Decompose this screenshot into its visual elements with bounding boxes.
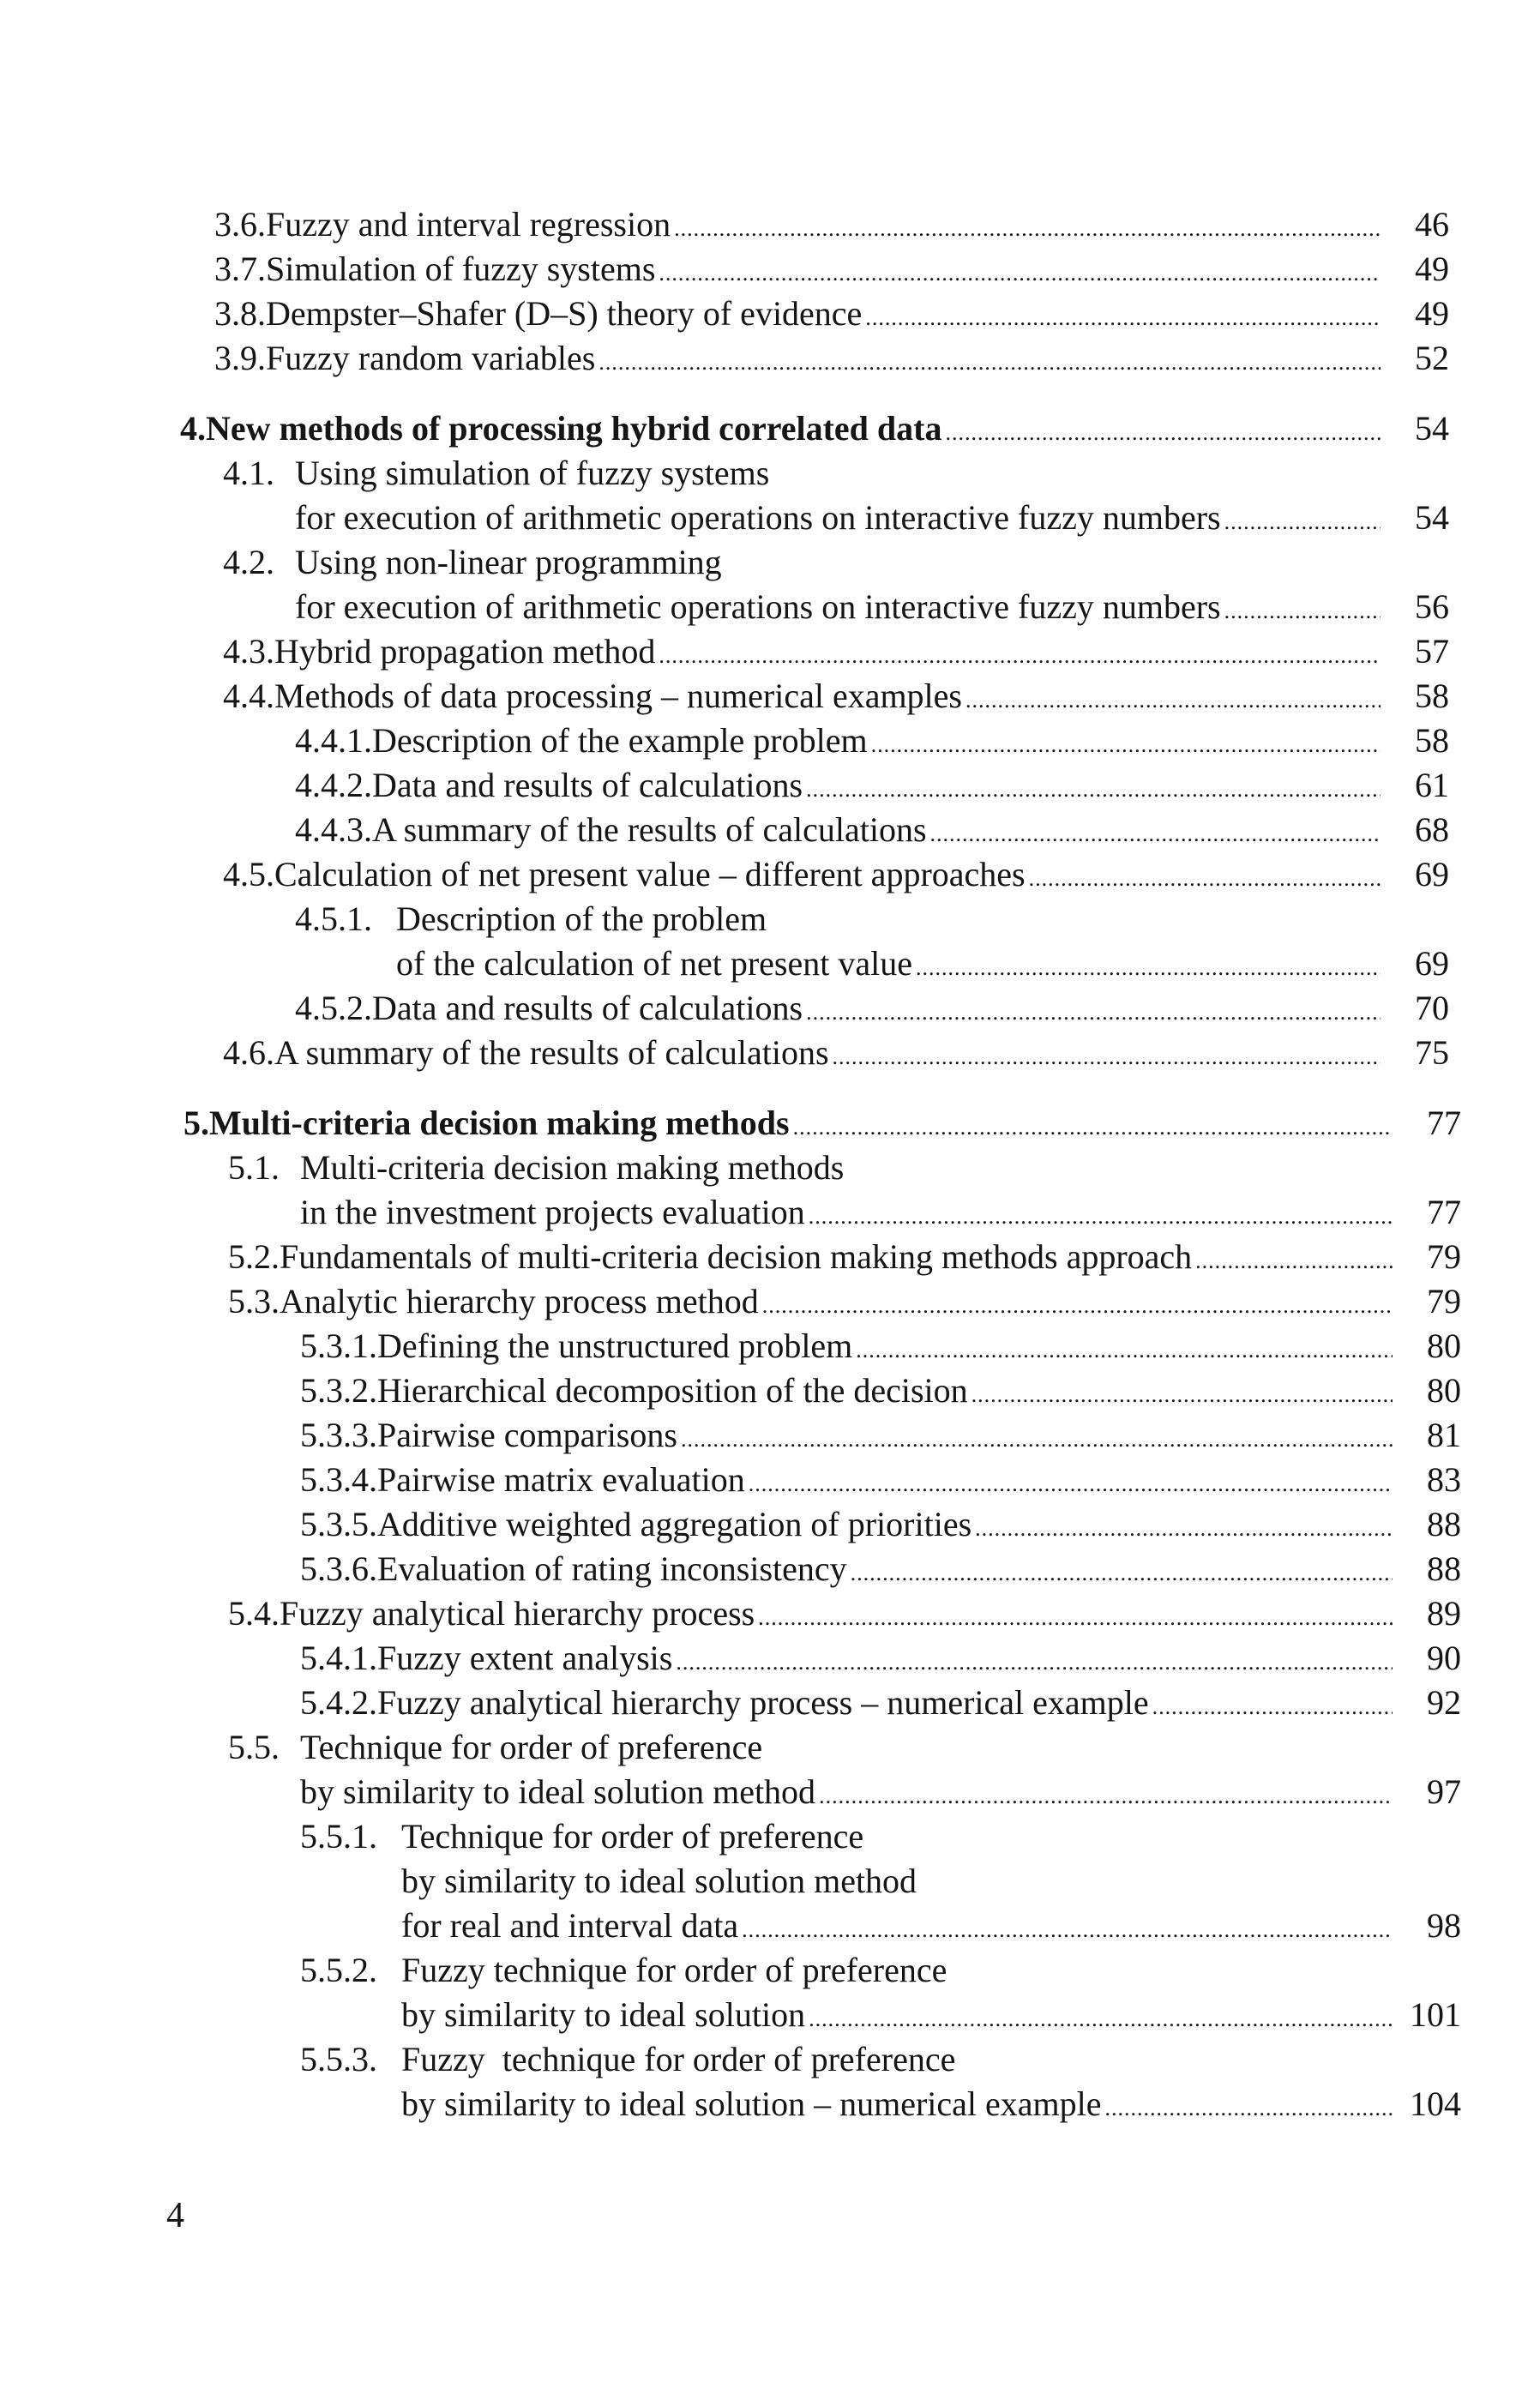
entry-title: Fuzzy technique for order of preference [401,1951,947,1989]
toc-entry [228,1279,1461,1324]
entry-number: 4.3. [223,632,274,671]
dot-leader [793,1105,1393,1150]
dot-leader [833,1035,1381,1080]
entry-title: Dempster–Shafer (D–S) theory of evidence [266,294,863,333]
entry-number: 5.5.3. [300,2040,377,2078]
entry-page: 90 [1427,1639,1461,1677]
entry-title: Fuzzy random variables [266,339,596,377]
entry-number: 3.6. [214,205,266,244]
toc-entry-line2 [295,585,1449,629]
entry-page: 92 [1427,1683,1461,1722]
toc-subentry-line1 [300,1814,863,1859]
toc-subentry [300,1502,1461,1547]
dot-leader [762,1284,1393,1328]
entry-title: Calculation of net present value – different approaches [274,855,1026,893]
entry-number: 3.9. [214,339,266,377]
entry-title-continued: for execution of arithmetic operations on interactive fuzzy numbers [295,587,1221,626]
entry-page: 88 [1427,1505,1461,1543]
entry-title: Using simulation of fuzzy systems [295,454,770,492]
entry-page: 79 [1427,1282,1461,1320]
toc-entry [214,336,1449,381]
toc-entry [228,1235,1461,1279]
entry-title: Using non-linear programming [295,543,722,581]
entry-number: 5.1. [228,1148,280,1187]
entry-title: Methods of data processing – numerical examples [274,677,962,715]
entry-title: Defining the unstructured problem [377,1326,853,1365]
toc-subentry [300,1324,1461,1368]
entry-title: Pairwise matrix evaluation [377,1460,745,1499]
entry-number: 3.7. [214,250,266,288]
toc-subentry-line2 [401,2082,1461,2126]
dot-leader [599,340,1381,385]
entry-number: 5.4. [228,1594,280,1633]
entry-number: 5.3.4. [300,1460,377,1499]
dot-leader [742,1908,1393,1952]
toc-entry [214,292,1449,336]
entry-title: Multi-criteria decision making methods [300,1148,845,1187]
toc-entry-line2 [295,496,1449,540]
entry-number: 4.6. [223,1033,274,1072]
toc-entry-line2 [300,1770,1461,1814]
entry-page: 49 [1415,294,1449,333]
entry-page: 77 [1427,1104,1461,1142]
dot-leader [806,767,1381,812]
toc-entry [214,247,1449,292]
entry-page: 70 [1415,989,1449,1027]
entry-page: 58 [1415,677,1449,715]
toc-subentry [295,808,1449,852]
toc-subentry [300,1413,1461,1458]
entry-page: 98 [1427,1906,1461,1945]
dot-leader [966,678,1381,723]
dot-leader [1224,500,1381,544]
entry-page: 80 [1427,1371,1461,1410]
entry-title: Fuzzy technique for order of preference [401,2040,956,2078]
toc-subentry [295,986,1449,1031]
toc-subentry-line1 [295,897,767,941]
dot-leader [916,946,1381,990]
entry-number: 4.4.2. [295,766,372,804]
dot-leader [809,1997,1393,2042]
toc-chapter-entry [183,1101,1461,1146]
entry-number: 4.5. [223,855,274,893]
entry-title: Fuzzy analytical hierarchy process – numerical example [377,1683,1149,1722]
entry-number: 5.3.6. [300,1549,377,1588]
entry-page: 79 [1427,1237,1461,1276]
entry-page: 89 [1427,1594,1461,1633]
entry-title: A summary of the results of calculations [372,810,927,849]
dot-leader [1224,589,1381,634]
dot-leader [930,812,1381,857]
entry-title-continued: by similarity to ideal solution [401,1995,806,2034]
chapter-title: New methods of processing hybrid correlated data [206,409,942,448]
dot-leader [806,990,1381,1035]
toc-chapter-entry [180,406,1449,451]
dot-leader [871,723,1381,767]
toc-subentry-line3 [401,1904,1461,1948]
toc-entry [223,674,1449,719]
entry-title: Fuzzy analytical hierarchy process [280,1594,755,1633]
entry-title: Hybrid propagation method [274,632,656,671]
entry-number: 4.5.1. [295,899,372,938]
toc-subentry [300,1368,1461,1413]
toc-entry-line1 [223,540,722,585]
entry-number: 5.3.1. [300,1326,377,1365]
toc-entry [223,1031,1449,1075]
dot-leader [681,1417,1393,1462]
entry-number: 5.5.2. [300,1951,377,1989]
dot-leader [865,296,1381,340]
dot-leader [758,1596,1393,1640]
toc-entry [214,202,1449,247]
chapter-number: 4. [180,409,206,448]
entry-page: 104 [1410,2084,1461,2123]
entry-title: Fuzzy and interval regression [266,205,671,244]
entry-number: 5.3. [228,1282,280,1320]
toc-subentry-line2 [401,1993,1461,2037]
dot-leader [945,411,1381,455]
entry-title-continued: of the calculation of net present value [396,944,912,983]
entry-title: Simulation of fuzzy systems [266,250,656,288]
toc-subentry-line1 [300,1948,947,1993]
entry-page: 61 [1415,766,1449,804]
toc-entry [228,1591,1461,1636]
toc-entry-line1 [228,1146,844,1190]
toc-subentry [300,1681,1461,1725]
entry-number: 4.4. [223,677,274,715]
dot-leader [659,251,1381,296]
dot-leader [819,1774,1393,1819]
entry-number: 4.5.2. [295,989,372,1027]
entry-number: 4.2. [223,543,274,581]
toc-subentry [300,1636,1461,1681]
entry-page: 58 [1415,721,1449,760]
toc-subentry [295,719,1449,763]
entry-title: Technique for order of preference [401,1817,864,1856]
entry-page: 49 [1415,250,1449,288]
chapter-number: 5. [183,1104,209,1142]
toc-entry [223,629,1449,674]
entry-title-continued: for real and interval data [401,1906,739,1945]
entry-number: 5.3.3. [300,1416,377,1454]
entry-title-continued: for execution of arithmetic operations on interactive fuzzy numbers [295,498,1221,537]
entry-number: 4.4.1. [295,721,372,760]
dot-leader [1029,857,1381,901]
dot-leader [1195,1239,1393,1284]
entry-page: 97 [1427,1772,1461,1811]
toc-entry-line1 [223,451,769,496]
entry-title: Pairwise comparisons [377,1416,677,1454]
toc-entry-line2 [300,1190,1461,1235]
entry-title: Analytic hierarchy process method [280,1282,759,1320]
entry-page: 69 [1415,855,1449,893]
dot-leader [809,1194,1393,1239]
entry-number: 5.4.1. [300,1639,377,1677]
entry-page: 54 [1415,409,1449,448]
entry-number: 5.4.2. [300,1683,377,1722]
toc-entry [223,852,1449,897]
entry-page: 57 [1415,632,1449,671]
entry-page: 69 [1415,944,1449,983]
dot-leader [659,634,1381,678]
entry-title-continued: in the investment projects evaluation [300,1193,805,1231]
toc-entry-line1 [228,1725,762,1770]
entry-title: Evaluation of rating inconsistency [377,1549,847,1588]
entry-title: Hierarchical decomposition of the decision [377,1371,968,1410]
entry-number: 5.2. [228,1237,280,1276]
entry-page: 88 [1427,1549,1461,1588]
dot-leader [674,207,1381,251]
entry-page: 80 [1427,1326,1461,1365]
entry-title: Technique for order of preference [300,1728,763,1766]
dot-leader [856,1328,1393,1373]
entry-page: 81 [1427,1416,1461,1454]
dot-leader [851,1551,1393,1596]
toc-subentry [295,763,1449,808]
entry-page: 77 [1427,1193,1461,1231]
entry-title: Description of the problem [396,899,767,938]
entry-page: 68 [1415,810,1449,849]
entry-number: 3.8. [214,294,266,333]
entry-title: Fundamentals of multi-criteria decision making methods approach [280,1237,1193,1276]
page-number: 4 [166,2196,184,2235]
entry-title-continued: by similarity to ideal solution – numerical example [401,2084,1102,2123]
dot-leader [975,1507,1393,1551]
toc-subentry [300,1458,1461,1502]
entry-title-continued: by similarity to ideal solution method [401,1862,917,1900]
entry-page: 83 [1427,1460,1461,1499]
entry-number: 5.3.2. [300,1371,377,1410]
toc-subentry-line1 [300,2037,955,2082]
entry-title: Fuzzy extent analysis [377,1639,673,1677]
entry-title-continued: by similarity to ideal solution method [300,1772,816,1811]
entry-page: 46 [1415,205,1449,244]
entry-number: 5.5. [228,1728,280,1766]
toc-subentry-line2 [396,941,1449,986]
dot-leader [1104,2086,1393,2131]
entry-page: 52 [1415,339,1449,377]
entry-number: 5.5.1. [300,1817,377,1856]
toc-subentry [300,1547,1461,1591]
dot-leader [676,1640,1393,1685]
entry-title: Data and results of calculations [372,989,803,1027]
entry-page: 54 [1415,498,1449,537]
entry-title: A summary of the results of calculations [274,1033,829,1072]
entry-title: Data and results of calculations [372,766,803,804]
dot-leader [749,1462,1393,1507]
toc-subentry-line2 [401,1859,917,1904]
chapter-title: Multi-criteria decision making methods [209,1104,790,1142]
entry-title: Additive weighted aggregation of priorities [377,1505,972,1543]
entry-title: Description of the example problem [372,721,868,760]
dot-leader [1152,1685,1393,1729]
dot-leader [972,1373,1393,1417]
entry-page: 101 [1410,1995,1461,2034]
entry-number: 4.1. [223,454,274,492]
entry-number: 4.4.3. [295,810,372,849]
entry-page: 56 [1415,587,1449,626]
entry-number: 5.3.5. [300,1505,377,1543]
entry-page: 75 [1415,1033,1449,1072]
